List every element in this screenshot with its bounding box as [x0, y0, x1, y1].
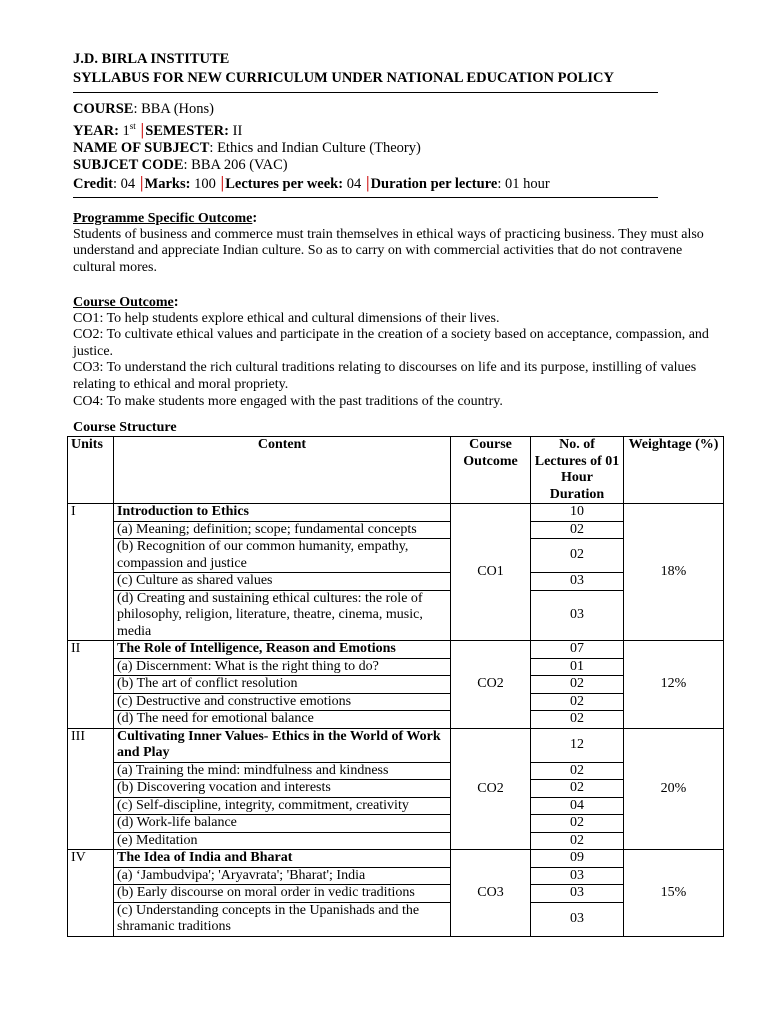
- units-header: Units: [68, 437, 114, 504]
- unit-topic: Introduction to Ethics: [114, 504, 451, 522]
- separator: |: [140, 119, 145, 139]
- topic-lectures: 10: [531, 504, 624, 522]
- content-item: (b) The art of conflict resolution: [114, 676, 451, 694]
- header-divider: [73, 92, 658, 93]
- table-row: [68, 504, 724, 522]
- unit-topic: Cultivating Inner Values- Ethics in the World of Work and Play: [114, 728, 451, 762]
- content-lectures: 02: [531, 711, 624, 729]
- pso-colon: :: [252, 209, 258, 226]
- syllabus-title: SYLLABUS FOR NEW CURRICULUM UNDER NATIONAL EDUCATION POLICY: [73, 70, 614, 86]
- separator: |: [220, 172, 225, 192]
- unit-number: II: [68, 641, 114, 729]
- content-item: (d) The need for emotional balance: [114, 711, 451, 729]
- course-structure-table: [67, 436, 724, 937]
- table-header-row: [68, 437, 724, 504]
- content-item: (c) Self-discipline, integrity, commitment, creativity: [114, 797, 451, 815]
- unit-topic: The Idea of India and Bharat: [114, 850, 451, 868]
- semester-label: SEMESTER:: [145, 122, 229, 139]
- content-lectures: 02: [531, 780, 624, 798]
- year-line: [73, 118, 719, 140]
- content-item: (a) Meaning; definition; scope; fundamental concepts: [114, 521, 451, 539]
- content-lectures: 02: [531, 539, 624, 573]
- separator: |: [365, 172, 370, 192]
- topic-lectures: 07: [531, 641, 624, 659]
- content-item: (a) Training the mind: mindfulness and kindness: [114, 762, 451, 780]
- content-lectures: 02: [531, 676, 624, 694]
- table-row: [68, 850, 724, 868]
- co-item: CO4: To make students more engaged with the past traditions of the country.: [73, 393, 503, 409]
- duration-value: : 01 hour: [497, 175, 550, 192]
- content-item: (a) ‘Jambudvipa'; 'Aryavrata'; 'Bharat'; India: [114, 867, 451, 885]
- subject-value: : Ethics and Indian Culture (Theory): [209, 139, 421, 156]
- meta-divider: [73, 197, 658, 198]
- unit-outcome: CO2: [451, 728, 531, 850]
- pso-title: Programme Specific Outcome: [73, 210, 253, 226]
- table-row: [68, 641, 724, 659]
- unit-outcome: CO3: [451, 850, 531, 937]
- year-label: YEAR:: [73, 122, 119, 139]
- content-lectures: 01: [531, 658, 624, 676]
- code-value: : BBA 206 (VAC): [183, 156, 288, 173]
- course-label: COURSE: [73, 101, 134, 117]
- unit-number: III: [68, 728, 114, 850]
- unit-weightage: 12%: [624, 641, 724, 729]
- subject-label: NAME OF SUBJECT: [73, 139, 210, 156]
- course-line: [73, 101, 719, 118]
- co-item: CO1: To help students explore ethical and cultural dimensions of their lives.: [73, 310, 500, 326]
- content-lectures: 03: [531, 902, 624, 936]
- content-lectures: 03: [531, 885, 624, 903]
- course-structure-title: Course Structure: [73, 420, 177, 436]
- separator: |: [139, 172, 144, 192]
- content-item: (b) Discovering vocation and interests: [114, 780, 451, 798]
- code-line: [73, 157, 719, 174]
- content-lectures: 03: [531, 867, 624, 885]
- content-lectures: 04: [531, 797, 624, 815]
- content-lectures: 02: [531, 832, 624, 850]
- topic-lectures: 12: [531, 728, 624, 762]
- content-item: (e) Meditation: [114, 832, 451, 850]
- topic-lectures: 09: [531, 850, 624, 868]
- unit-outcome: CO2: [451, 641, 531, 729]
- content-lectures: 02: [531, 693, 624, 711]
- content-item: (c) Understanding concepts in the Upanishads and the shramanic traditions: [114, 902, 451, 936]
- content-item: (c) Culture as shared values: [114, 573, 451, 591]
- unit-number: IV: [68, 850, 114, 937]
- marks-value: 100: [190, 175, 216, 192]
- course-outcome-colon: :: [173, 293, 179, 310]
- content-lectures: 02: [531, 815, 624, 833]
- unit-weightage: 15%: [624, 850, 724, 937]
- year-value: 1: [118, 122, 130, 139]
- course-outcome-title: Course Outcome: [73, 294, 174, 310]
- credit-label: Credit: [73, 175, 114, 192]
- credit-value: : 04: [113, 175, 136, 192]
- duration-label: Duration per lecture: [370, 175, 498, 192]
- unit-number: I: [68, 504, 114, 641]
- code-label: SUBJCET CODE: [73, 156, 184, 173]
- course-outcome-section: [73, 294, 719, 411]
- content-lectures: 02: [531, 762, 624, 780]
- course-value: : BBA (Hons): [133, 101, 215, 117]
- weightage-header: Weightage (%): [624, 437, 724, 504]
- unit-topic: The Role of Intelligence, Reason and Emotions: [114, 641, 451, 659]
- lectures-value: 04: [343, 175, 362, 192]
- year-sup: st: [129, 121, 136, 131]
- unit-outcome: CO1: [451, 504, 531, 641]
- content-item: (b) Early discourse on moral order in vedic traditions: [114, 885, 451, 903]
- institute-name: J.D. BIRLA INSTITUTE: [73, 51, 230, 67]
- semester-value: II: [229, 122, 243, 139]
- pso-section: [73, 210, 719, 277]
- syllabus-page: [73, 50, 719, 937]
- lectures-header: No. of Lectures of 01 Hour Duration: [531, 437, 624, 504]
- lectures-label: Lectures per week:: [225, 175, 344, 192]
- co-item: CO2: To cultivate ethical values and participate in the creation of a society based on acceptance, compassion, and justice.: [73, 327, 709, 359]
- content-lectures: 03: [531, 573, 624, 591]
- content-lectures: 03: [531, 590, 624, 641]
- unit-weightage: 18%: [624, 504, 724, 641]
- credit-line: [73, 174, 719, 193]
- table-row: [68, 728, 724, 762]
- content-item: (a) Discernment: What is the right thing to do?: [114, 658, 451, 676]
- subject-line: [73, 140, 719, 157]
- content-item: (b) Recognition of our common humanity, empathy, compassion and justice: [114, 539, 451, 573]
- co-item: CO3: To understand the rich cultural traditions relating to discourses on life and its purpose, instilling of values relating to ethical and moral propriety.: [73, 360, 697, 392]
- marks-label: Marks:: [144, 175, 191, 192]
- content-header: Content: [114, 437, 451, 504]
- pso-text: Students of business and commerce must train themselves in ethical ways of practicing business. They must also understand and appreciate Indian culture. So as to carry on with commercial activities that do not contravene cultural mores.: [73, 226, 704, 276]
- table-body: [68, 504, 724, 937]
- content-lectures: 02: [531, 521, 624, 539]
- content-item: (c) Destructive and constructive emotions: [114, 693, 451, 711]
- content-item: (d) Work-life balance: [114, 815, 451, 833]
- outcome-header: Course Outcome: [451, 437, 531, 504]
- content-item: (d) Creating and sustaining ethical cultures: the role of philosophy, religion, literature, theatre, cinema, music, media: [114, 590, 451, 641]
- unit-weightage: 20%: [624, 728, 724, 850]
